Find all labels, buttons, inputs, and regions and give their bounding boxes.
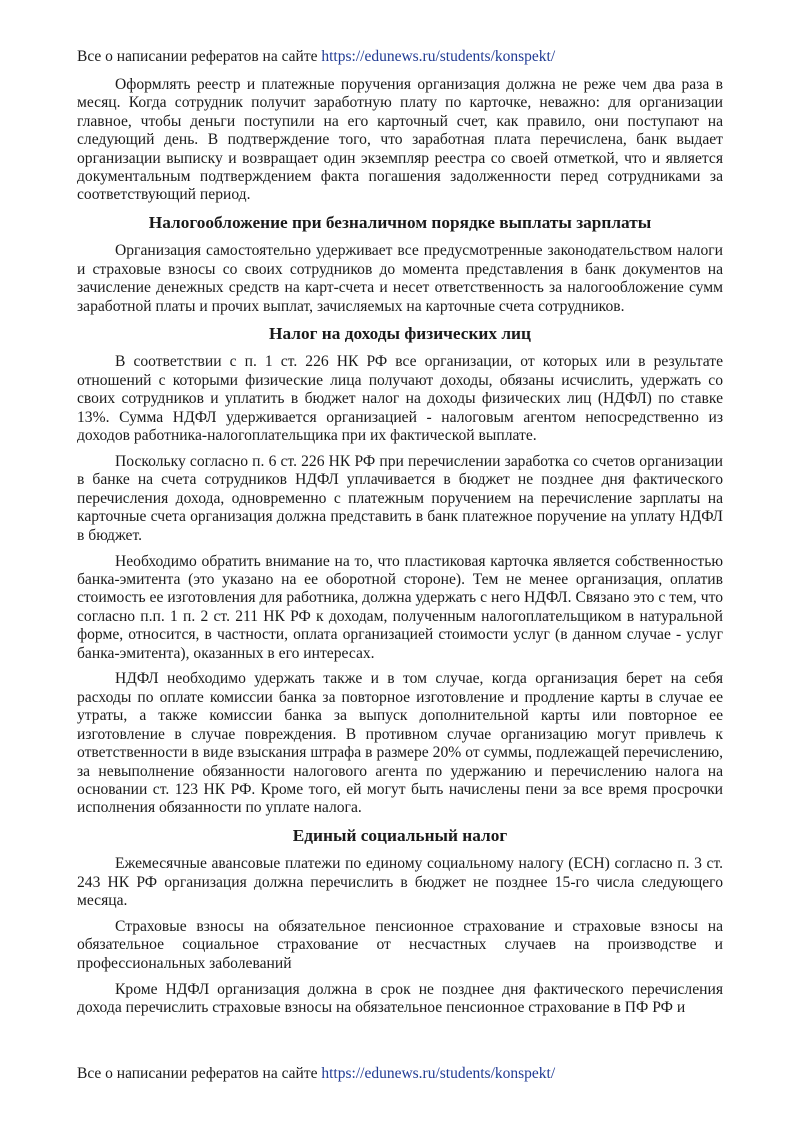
paragraph-taxation: Организация самостоятельно удерживает все предусмотренные законодательством налоги и страховые взносы со своих сотрудников до момента представления в банк документов на зачисление денежных средств на карт-счета и несет ответственность за налогообложение сумм заработной платы и прочих выплат, зачисляемых на карточные счета сотрудников. [77, 242, 723, 315]
page-header [77, 47, 555, 67]
header-link[interactable]: https://edunews.ru/students/konspekt/ [321, 48, 556, 65]
paragraph-esn-1: Ежемесячные авансовые платежи по единому социальному налогу (ЕСН) согласно п. 3 ст. 243 НК РФ организация должна перечислить в бюджет не позднее 15-го числа следующего месяца. [77, 855, 723, 910]
header-text: Все о написании рефератов на сайте [77, 48, 322, 65]
paragraph-ndfl-1: В соответствии с п. 1 ст. 226 НК РФ все организации, от которых или в результате отношений с которыми физические лица получают доходы, обязаны исчислить, удержать со своих сотрудников и уплатить в бюджет налог на доходы физических лиц (НДФЛ) по ставке 13%. Сумма НДФЛ удерживается организацией - налоговым агентом непосредственно из доходов работника-налогоплательщика при их фактической выплате. [77, 353, 723, 445]
heading-ndfl: Налог на доходы физических лиц [269, 324, 531, 344]
heading-taxation: Налогообложение при безналичном порядке выплаты зарплаты [148, 213, 652, 233]
paragraph-ndfl-4: НДФЛ необходимо удержать также и в том случае, когда организация берет на себя расходы по оплате комиссии банка за повторное изготовление и продление карты в случае ее утраты, а также комиссии банка за выпуск дополнительной карты или повторное ее изготовление в случае повреждения. В противном случае организацию могут привлечь к ответственности в виде взыскания штрафа в размере 20% от суммы, подлежащей перечислению, за невыполнение обязанности налогового агента по удержанию и перечислению налога на основании ст. 123 НК РФ. Кроме того, ей могут быть начислены пени за все время просрочки исполнения обязанности по уплате налога. [77, 670, 723, 817]
paragraph-esn-3: Кроме НДФЛ организация должна в срок не позднее дня фактического перечисления дохода перечислить страховые взносы на обязательное пенсионное страхование в ПФ РФ и [77, 980, 723, 1017]
paragraph-ndfl-3: Необходимо обратить внимание на то, что пластиковая карточка является собственностью банка-эмитента (это указано на ее оборотной стороне). Тем не менее организация, оплатив стоимость ее изготовления для работника, должна удержать с него НДФЛ. Связано это с тем, что согласно п.п. 1 п. 2 ст. 211 НК РФ к доходам, полученным налогоплательщиком в натуральной форме, относится, в частности, оплата организацией стоимости услуг (в данном случае - услуг банка-эмитента), оказанных в его интересах. [77, 552, 723, 662]
paragraph-ndfl-2: Поскольку согласно п. 6 ст. 226 НК РФ при перечислении заработка со счетов организации в банке на счета сотрудников НДФЛ уплачивается в бюджет не позднее дня фактического перечисления дохода, одновременно с платежным поручением на перечисление зарплаты на карточные счета организация должна представить в банк платежное поручение на уплату НДФЛ в бюджет. [77, 453, 723, 544]
paragraph-esn-2: Страховые взносы на обязательное пенсионное страхование и страховые взносы на обязательное социальное страхование от несчастных случаев на производстве и профессиональных заболеваний [77, 917, 723, 972]
footer-text: Все о написании рефератов на сайте [77, 1065, 322, 1082]
page-footer [77, 1064, 555, 1084]
document-body [77, 76, 723, 1025]
heading-esn: Единый социальный налог [292, 826, 508, 846]
footer-link[interactable]: https://edunews.ru/students/konspekt/ [321, 1065, 556, 1082]
paragraph-registry: Оформлять реестр и платежные поручения организация должна не реже чем два раза в месяц. Когда сотрудник получит заработную плату по карточке, неважно: для организации главное, чтобы деньги поступили на его карточный счет, как правило, они поступают на следующий день. В подтверждение того, что заработная плата перечислена, банк выдает организации выписку и возвращает один экземпляр реестра со своей отметкой, что и является документальным подтверждением факта погашения задолженности перед сотрудниками за соответствующий период. [77, 76, 723, 204]
